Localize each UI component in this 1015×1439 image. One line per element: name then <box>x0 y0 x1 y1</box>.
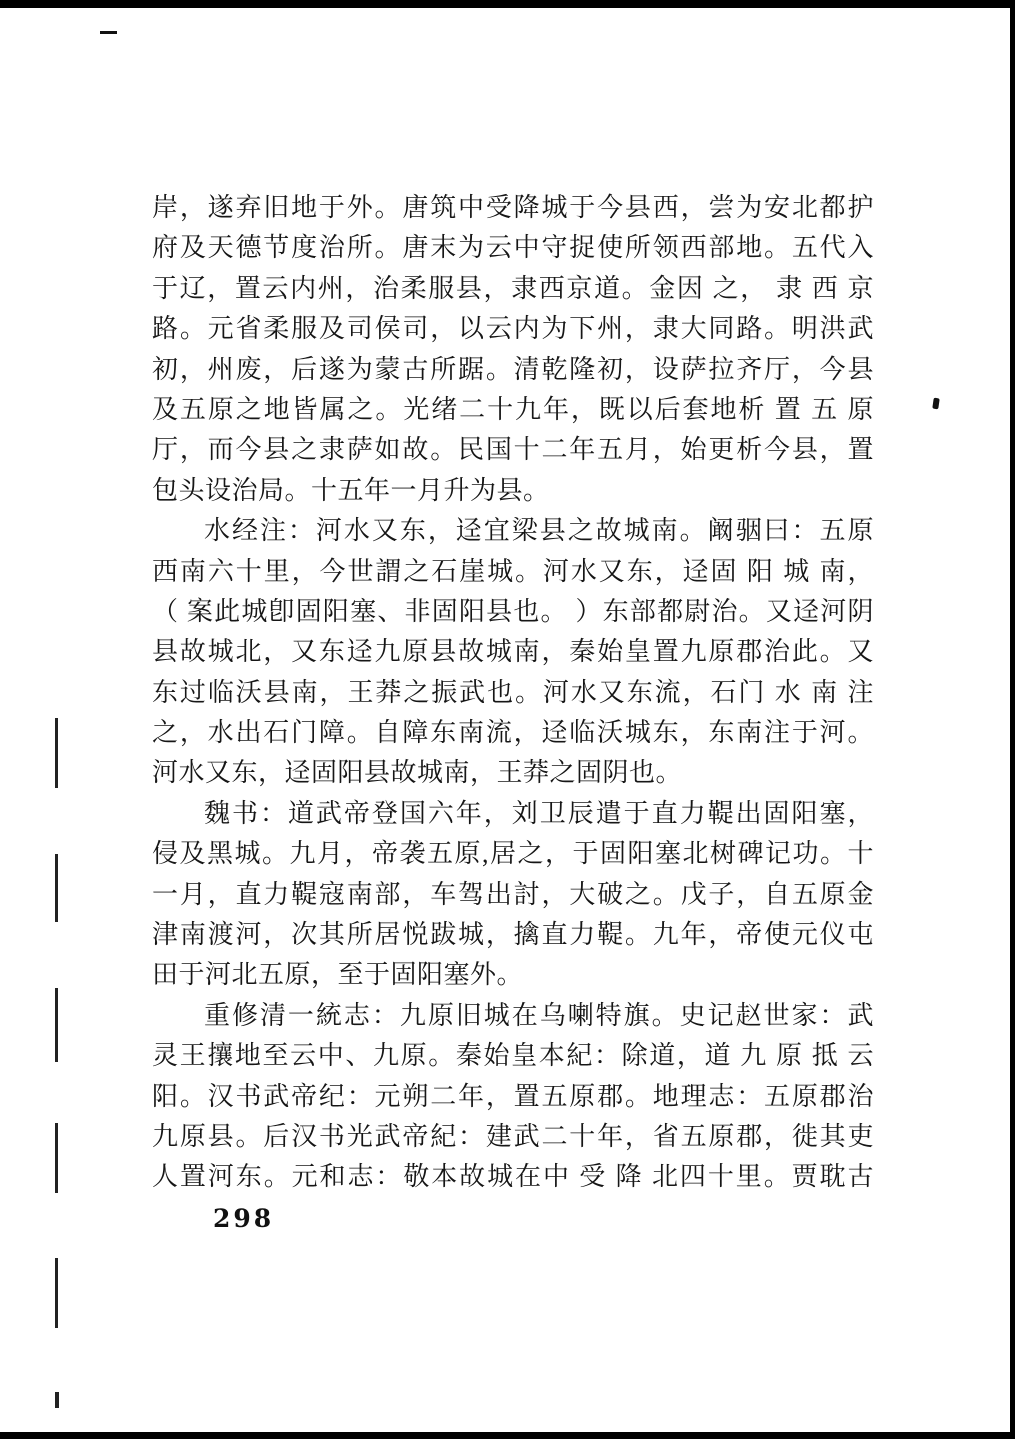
text-line: 田于河北五原，至于固阳塞外。 <box>152 960 524 990</box>
text-line: 东过临沃县南，王莽之振武也。河水又东流，石门 水 南 注 <box>152 677 874 707</box>
text-line: 一月，直力鞮寇南部，车驾出討，大破之。戊子，自五原金 <box>152 879 874 909</box>
text-line: 县故城北，又东迳九原县故城南，秦始皇置九原郡治此。又 <box>152 637 874 667</box>
text-line: 灵王攘地至云中、九原。秦始皇本紀：除道，道 九 原 抵 云 <box>152 1041 874 1071</box>
text-line: 包头设治局。十五年一月升为县。 <box>152 475 550 505</box>
text-line: 魏书：道武帝登国六年，刘卫辰遣于直力鞮出固阳塞， <box>204 798 874 828</box>
text-line: （ 案此城卽固阳塞、非固阳县也。 ）东部都尉治。又迳河阴 <box>152 596 874 626</box>
scan-artifact-top-band <box>0 0 1015 8</box>
text-line: 重修清一統志：九原旧城在乌喇特旗。史记赵世家：武 <box>204 1000 874 1030</box>
text-line: 及五原之地皆属之。光绪二十九年，既以后套地析 置 五 原 <box>152 394 874 424</box>
scan-artifact-margin-tick <box>55 718 58 788</box>
scan-artifact-margin-tick <box>55 988 58 1062</box>
text-block <box>152 188 874 1198</box>
text-line: 路。元省柔服及司侯司，以云内为下州，隶大同路。明洪武 <box>152 314 874 344</box>
scan-artifact-margin-tick <box>55 854 58 922</box>
scan-artifact-margin-tick <box>55 1123 58 1193</box>
text-line: 水经注：河水又东，迳宜梁县之故城南。阚骃曰：五原 <box>204 516 874 546</box>
scan-artifact-speck <box>932 398 939 410</box>
text-line: 西南六十里，今世謂之石崖城。河水又东，迳固 阳 城 南， <box>152 556 874 586</box>
scan-artifact-margin-tick <box>55 1258 58 1328</box>
text-line: 府及天德节度治所。唐末为云中守捉使所领西部地。五代入 <box>152 233 874 263</box>
text-line: 九原县。后汉书光武帝紀：建武二十年，省五原郡，徙其吏 <box>152 1121 874 1151</box>
text-line: 人置河东。元和志：敬本故城在中 受 降 北四十里。贾耽古 <box>152 1162 874 1192</box>
text-line: 于辽，置云内州，治柔服县，隶西京道。金因 之， 隶 西 京 <box>152 273 874 303</box>
text-line: 侵及黑城。九月，帝袭五原,居之，于固阳塞北树碑记功。十 <box>152 839 874 869</box>
scan-artifact-margin-tick <box>55 1392 59 1408</box>
scan-artifact-bottom-band <box>0 1432 1015 1439</box>
text-line: 厅，而今县之隶萨如故。民国十二年五月，始更析今县，置 <box>152 435 874 465</box>
text-line: 岸，遂弃旧地于外。唐筑中受降城于今县西，尝为安北都护 <box>152 193 874 222</box>
text-line: 之，水出石门障。自障东南流，迳临沃城东，东南注于河。 <box>152 718 874 748</box>
text-line: 阳。汉书武帝纪：元朔二年，置五原郡。地理志：五原郡治 <box>152 1081 874 1111</box>
text-line: 河水又东，迳固阳县故城南，王莽之固阴也。 <box>152 758 683 788</box>
scan-artifact-right-bar <box>1010 0 1015 1439</box>
page-number: 298 <box>213 1204 275 1233</box>
scan-artifact-dash <box>100 31 117 34</box>
text-line: 初，州废，后遂为蒙古所踞。清乾隆初，设萨拉齐厅，今县 <box>152 354 874 384</box>
text-line: 津南渡河，次其所居悦跋城，擒直力鞮。九年，帝使元仪屯 <box>152 920 874 950</box>
